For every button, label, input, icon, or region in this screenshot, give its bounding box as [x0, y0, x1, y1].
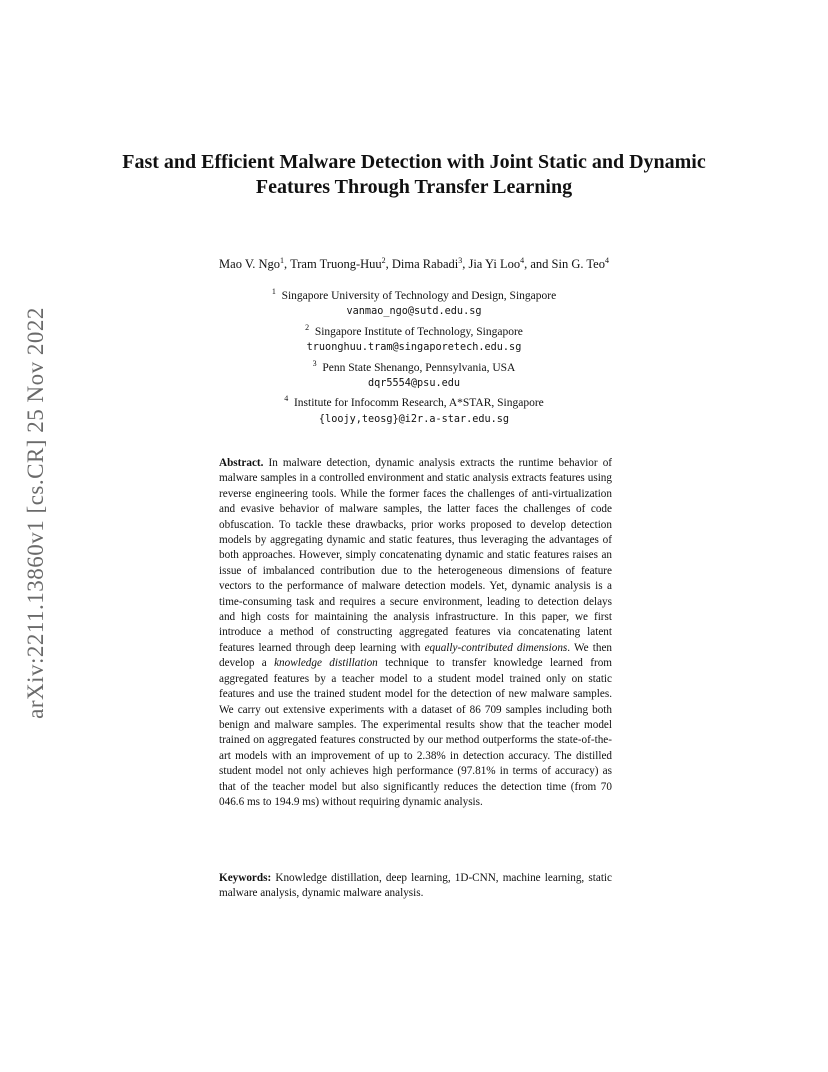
author-name: Sin G. Teo [551, 257, 605, 271]
affiliation-line [120, 391, 708, 411]
keywords-paragraph [219, 871, 612, 902]
affiliation-name: Singapore University of Technology and Design, Singapore [281, 290, 557, 302]
author-separator: , [284, 257, 291, 271]
author-affiliation-mark: 4 [520, 256, 525, 265]
affiliation-line [120, 284, 708, 304]
author-separator: , and [524, 257, 552, 271]
keywords-text: Knowledge distillation, deep learning, 1D-CNN, machine learning, static malware analysis, dynamic malware analysis. [219, 872, 612, 900]
author-name: Dima Rabadi [391, 257, 459, 271]
abstract-paragraph [219, 456, 612, 810]
paper-title: Fast and Efficient Malware Detection with Joint Static and Dynamic Features Through Transfer Learning [122, 151, 706, 198]
abstract-text: In malware detection, dynamic analysis extracts the runtime behavior of malware samples in a controlled environment and static analysis extracts features using reverse engineering tools. While the former faces the challenges of anti-virtualization and evasive behavior of malware samples, the latter faces the challenges of code obfuscation. To tackle these drawbacks, prior works proposed to develop detection models by aggregating dynamic and static features, thus leveraging the advantages of both approaches. However, simply concatenating dynamic and static features raises an issue of imbalanced contribution due to the heterogeneous dimensions of feature vectors to the performance of malware detection models. Yet, dynamic analysis is a time-consuming task and requires a secure environment, leading to detection delays and high costs for maintaining the analysis infrastructure. In this paper, we first introduce a method of constructing aggregated features via concatenating latent features learned through deep learning with [219, 457, 613, 654]
affiliation-mark: 3 [312, 358, 317, 368]
affiliation-name: Institute for Infocomm Research, A*STAR, Singapore [293, 397, 544, 410]
author-affiliation-mark: 1 [280, 256, 285, 265]
author-name: Tram Truong-Huu [290, 257, 382, 271]
abstract-text: technique to transfer knowledge learned from aggregated features by a teacher model to a student model trained only on static features and use the trained student model for the detection of new malware samples. We carry out extensive experiments with a dataset of 86 709 samples including both benign and malware samples. The experimental results show that the teacher model trained on aggregated features constructed by our method outperforms the state-of-the-art models with an improvement of up to 2.38% in detection accuracy. The distilled student model not only achieves high performance (97.81% in terms of accuracy) as that of the teacher model but also significantly reduces the detection time (from 70 046.6 ms to 194.9 ms) without requiring dynamic analysis. [219, 657, 612, 808]
abstract-emphasis: equally-contributed dimensions [424, 641, 568, 654]
keywords-label: Keywords: [219, 872, 272, 884]
affiliation-email: truonghuu.tram@singaporetech.edu.sg [306, 342, 522, 354]
abstract-label: Abstract. [219, 457, 264, 469]
affiliation-name: Singapore Institute of Technology, Singapore [314, 325, 523, 338]
author-name: Mao V. Ngo [219, 257, 281, 271]
affiliation-name: Penn State Shenango, Pennsylvania, USA [322, 361, 516, 374]
author-separator: , [462, 257, 469, 271]
affiliation-line [120, 356, 708, 376]
author-affiliation-mark: 3 [458, 256, 463, 265]
affiliation-mark: 4 [284, 394, 289, 404]
affiliation-line [120, 320, 708, 340]
affiliation-mark: 1 [271, 287, 276, 296]
abstract-emphasis: knowledge distillation [274, 657, 378, 670]
abstract-text: . We then develop a [219, 641, 613, 670]
affiliation-mark: 2 [305, 322, 310, 332]
author-affiliation-mark: 2 [381, 256, 386, 265]
arxiv-identifier-stamp [14, 268, 58, 758]
author-separator: , [385, 257, 392, 271]
affiliation-email: {loojy,teosg}@i2r.a-star.edu.sg [318, 413, 510, 425]
author-affiliation-mark: 4 [604, 256, 609, 265]
affiliation-email: dqr5554@psu.edu [367, 378, 460, 390]
affiliation-list [120, 284, 708, 427]
author-list [120, 256, 708, 272]
author-name: Jia Yi Loo [468, 257, 521, 271]
arxiv-identifier-text: arXiv:2211.13860v1 [cs.CR] 25 Nov 2022 [23, 307, 48, 719]
affiliation-email: vanmao_ngo@sutd.edu.sg [346, 306, 482, 318]
